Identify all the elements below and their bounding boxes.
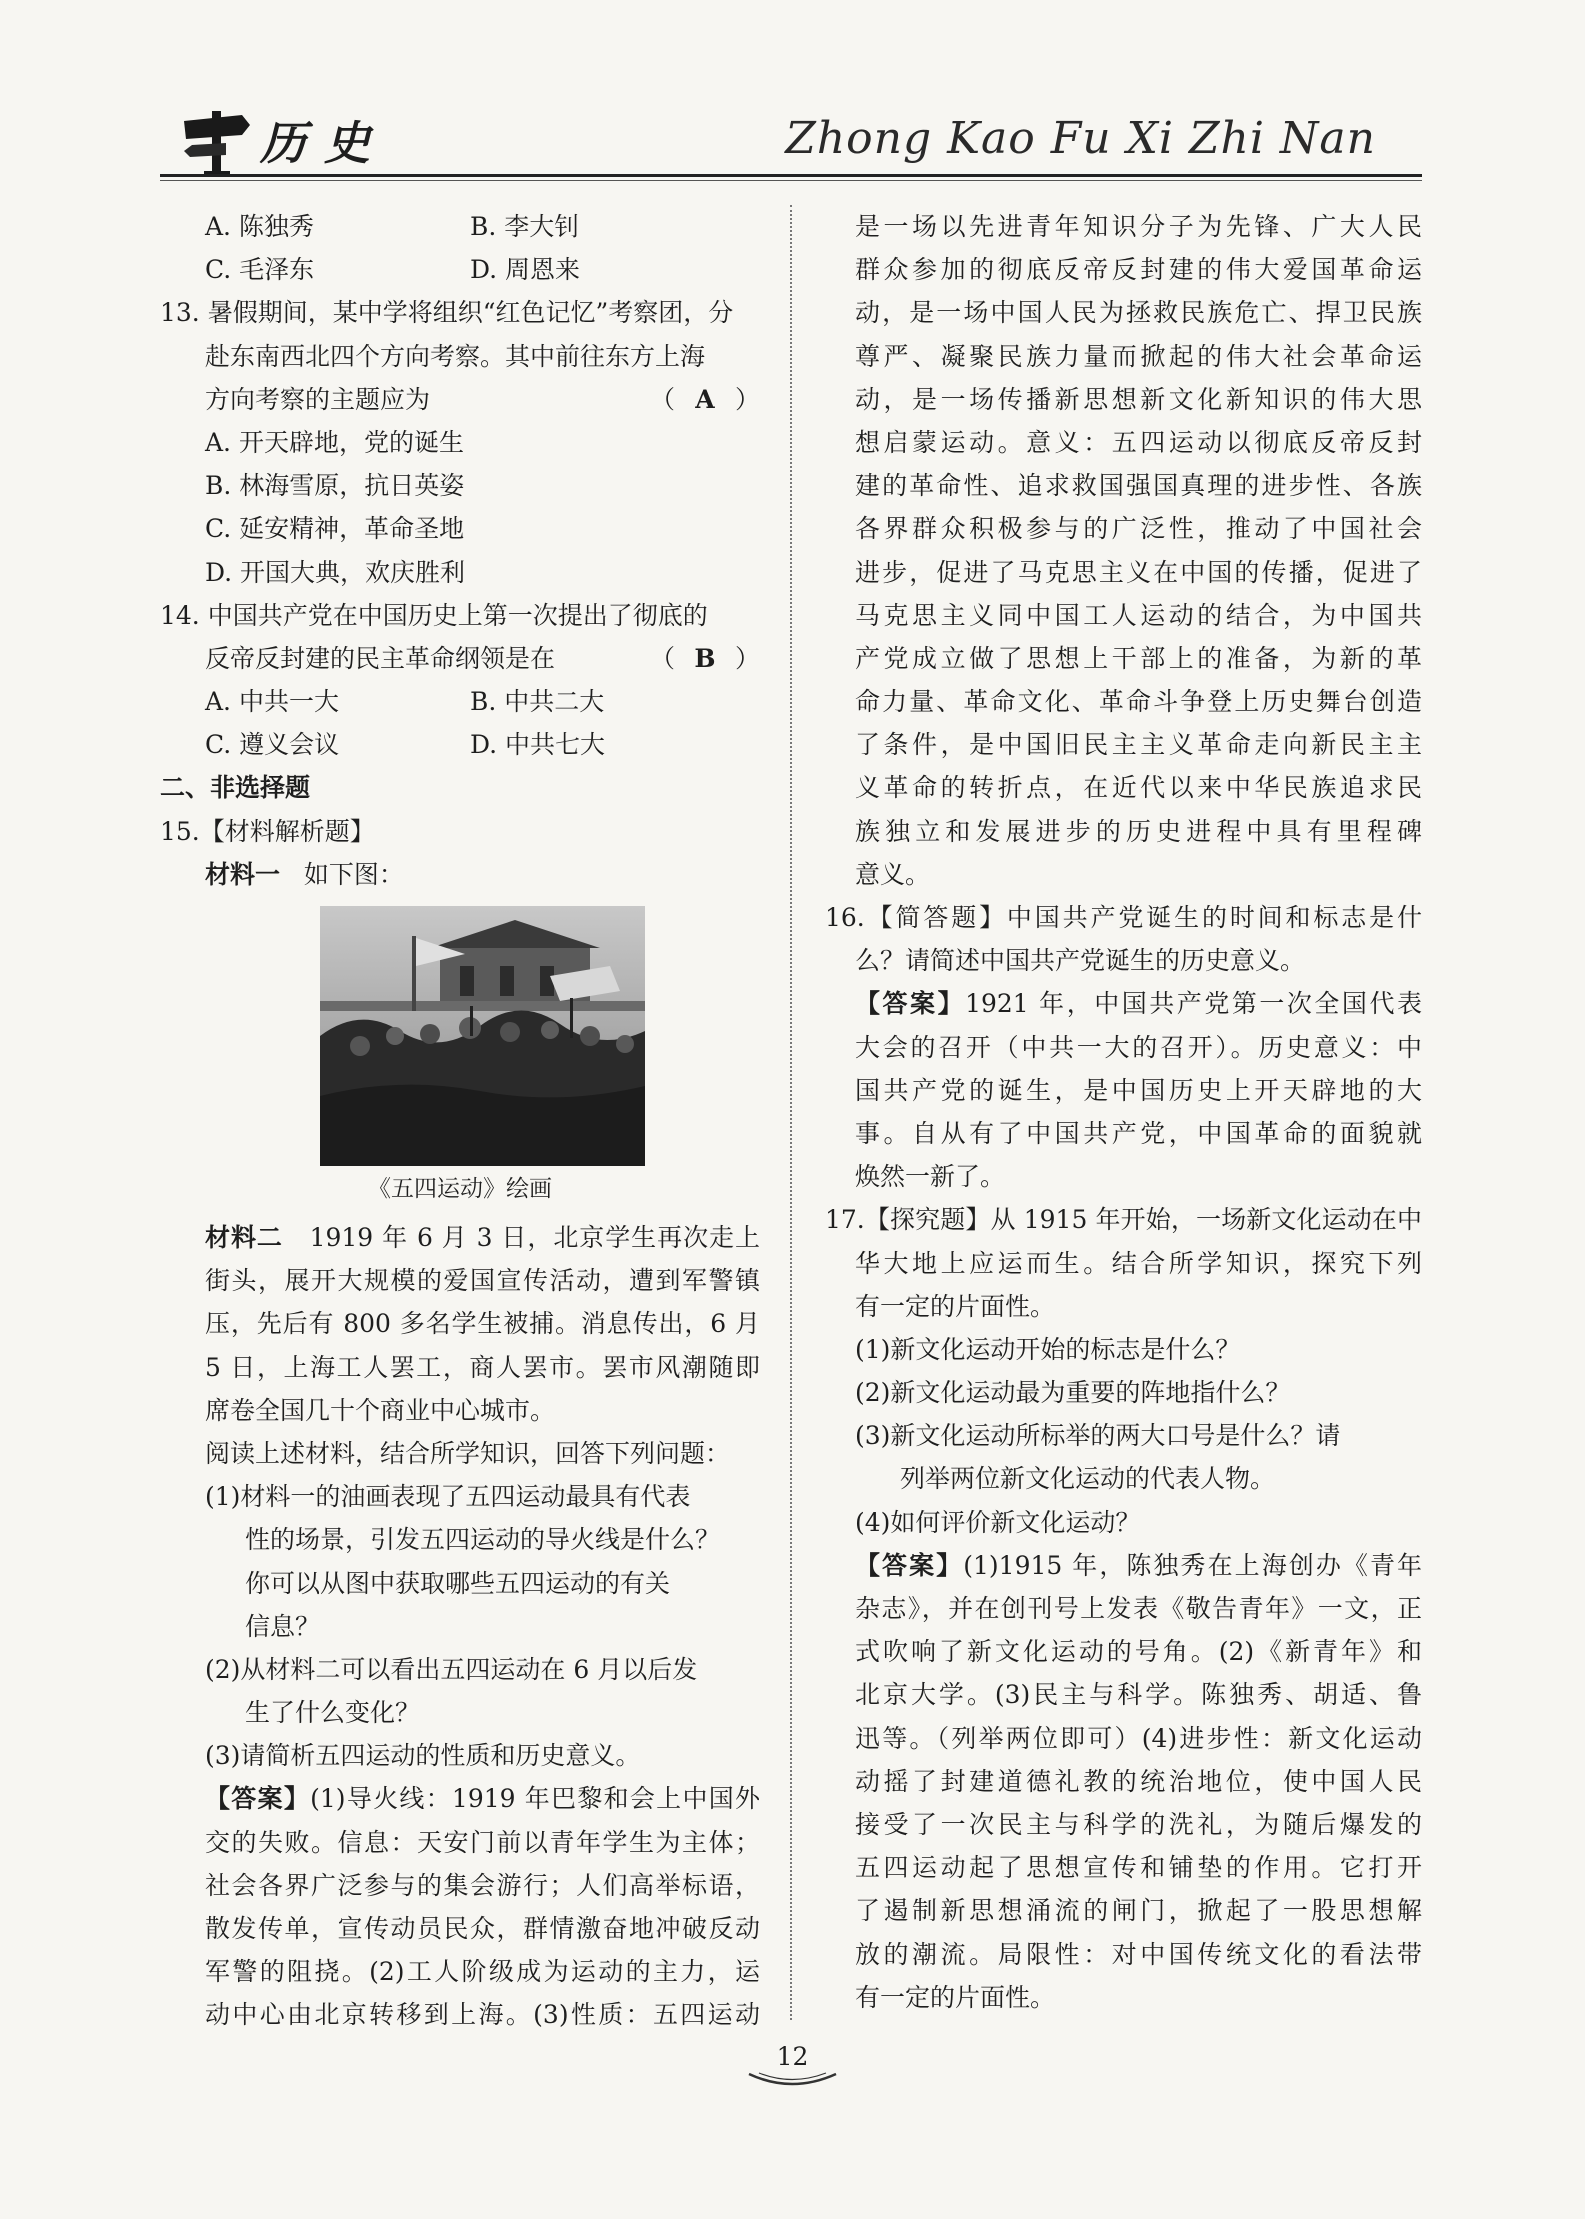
q17-answer-line: 五四运动起了思想宣传和铺垫的作用。它打开 — [855, 1853, 1422, 1883]
q14-options-row — [160, 680, 760, 723]
q15-answer-line: 军警的阻挠。(2)工人阶级成为运动的主力，运 — [205, 1957, 760, 1987]
q13-stem-line: 赴东南西北四个方向考察。其中前往东方上海 — [205, 341, 706, 371]
q17-answer-line: 接受了一次民主与科学的洗礼，为随后爆发的 — [855, 1809, 1422, 1839]
q15-answer-line: 【答案】(1)导火线：1919 年巴黎和会上中国外 — [205, 1784, 760, 1814]
q15-sub2: 生了什么变化？ — [245, 1698, 421, 1728]
q17-sub: (4)如何评价新文化运动？ — [855, 1507, 1141, 1537]
header-rule — [160, 174, 1422, 177]
q17-sub: (2)新文化运动最为重要的阵地指什么？ — [855, 1378, 1291, 1408]
q16-stem-line: 么？请简述中国共产党诞生的历史意义。 — [855, 946, 1306, 976]
q14-option-a: A. 中共一大 — [205, 687, 339, 717]
q15-sub2: (2)从材料二可以看出五四运动在 6 月以后发 — [205, 1654, 698, 1684]
q15-answer-cont: 产党成立做了思想上干部上的准备，为新的革 — [855, 643, 1422, 673]
q13-answer: （ A ） — [650, 378, 760, 421]
q15-answer-cont: 命力量、革命文化、革命斗争登上历史舞台创造 — [855, 687, 1422, 717]
q15-answer-cont: 尊严、凝聚民族力量而掀起的伟大社会革命运 — [855, 341, 1422, 371]
series-title: Zhong Kao Fu Xi Zhi Nan — [785, 113, 1376, 164]
subject-title: 历史 — [260, 116, 388, 170]
q17-answer-line: 迅等。（列举两位即可）(4)进步性：新文化运动 — [855, 1723, 1422, 1753]
q15-answer-cont: 想启蒙运动。意义：五四运动以彻底反帝反封 — [855, 427, 1422, 457]
q13-stem-text: 方向考察的主题应为 — [205, 384, 431, 414]
q17-sub: 列举两位新文化运动的代表人物。 — [900, 1464, 1276, 1494]
q15-sub1: 你可以从图中获取哪些五四运动的有关 — [245, 1568, 671, 1598]
q14-answer: （ B ） — [650, 637, 760, 680]
column-divider — [790, 205, 792, 2020]
q14-answer-letter: B — [694, 643, 716, 673]
q17-sub: (1)新文化运动开始的标志是什么？ — [855, 1334, 1241, 1364]
q15-answer-cont: 动，是一场传播新思想新文化新知识的伟大思 — [855, 384, 1422, 414]
header-rule-thin — [160, 180, 1422, 181]
figure-caption: 《五四运动》绘画 — [368, 1176, 552, 1202]
q12-options-row — [160, 205, 760, 248]
q12-option-a: A. 陈独秀 — [205, 212, 314, 241]
q15-sub1: (1)材料一的油画表现了五四运动最具有代表 — [205, 1482, 691, 1512]
q15-answer-line: 散发传单，宣传动员民众，群情激奋地冲破反动 — [205, 1914, 760, 1943]
q13-stem-line — [160, 378, 760, 421]
q15-answer-cont: 进步，促进了马克思主义在中国的传播，促进了 — [855, 557, 1422, 587]
page-number-block — [745, 2042, 840, 2092]
q14-options-row — [160, 723, 760, 766]
signpost-icon — [182, 105, 252, 177]
q15-answer-cont: 族独立和发展进步的历史进程中具有里程碑 — [855, 816, 1422, 846]
q15-sub1: 性的场景，引发五四运动的导火线是什么？ — [245, 1525, 721, 1555]
q16-answer-label: 【答案】 — [855, 989, 966, 1019]
material2-line: 材料二 1919 年 6 月 3 日，北京学生再次走上 — [205, 1223, 760, 1252]
q12-option-c: C. 毛泽东 — [205, 255, 315, 285]
q15-answer-cont: 马克思主义同中国工人运动的结合，为中国共 — [855, 600, 1422, 630]
q16-stem-line: 16.【简答题】中国共产党诞生的时间和标志是什 — [825, 903, 1422, 932]
q15-answer-cont: 建的革命性、追求救国强国真理的进步性、各族 — [855, 471, 1422, 501]
q15-answer-cont: 意义。 — [855, 859, 931, 889]
q15-title: 15.【材料解析题】 — [160, 816, 375, 846]
q15-answer-cont: 动，是一场中国人民为拯救民族危亡、捍卫民族 — [855, 298, 1422, 328]
page-number-ornament — [745, 2068, 840, 2090]
q17-sub: (3)新文化运动所标举的两大口号是什么？请 — [855, 1421, 1341, 1451]
q15-answer-line: 动中心由北京转移到上海。(3)性质：五四运动 — [205, 2000, 760, 2030]
q14-stem-line — [160, 637, 760, 680]
material2-line: 5 日，上海工人罢工，商人罢市。罢市风潮随即 — [205, 1352, 760, 1382]
q13-option: B. 林海雪原，抗日英姿 — [205, 471, 465, 501]
q13-stem-line: 13. 暑假期间，某中学将组织“红色记忆”考察团，分 — [160, 298, 734, 328]
q15-answer-cont: 了条件，是中国旧民主主义革命走向新民主主 — [855, 730, 1422, 760]
section-heading: 二、非选择题 — [160, 773, 311, 803]
q17-answer-line: 【答案】(1)1915 年，陈独秀在上海创办《青年 — [855, 1550, 1422, 1580]
q14-option-d: D. 中共七大 — [470, 730, 606, 760]
q16-answer-line: 焕然一新了。 — [855, 1162, 1006, 1192]
page-number: 12 — [776, 2042, 809, 2071]
q16-answer-line: 【答案】1921 年，中国共产党第一次全国代表 — [855, 989, 1422, 1019]
q17-answer-line: 放的潮流。局限性：对中国传统文化的看法带 — [855, 1939, 1422, 1969]
q13-option: D. 开国大典，欢庆胜利 — [205, 557, 466, 587]
q17-answer-line: 了遏制新思想涌流的闸门，掀起了一股思想解 — [855, 1896, 1422, 1926]
material2-label: 材料二 — [205, 1223, 283, 1252]
q16-answer-line: 大会的召开（中共一大的召开）。历史意义：中 — [855, 1032, 1422, 1062]
answer-label: 【答案】 — [205, 1784, 311, 1814]
material2-line: 压，先后有 800 多名学生被捕。消息传出，6 月 — [205, 1309, 760, 1339]
material1-text: 如下图： — [303, 859, 404, 889]
q14-option-b: B. 中共二大 — [470, 687, 605, 717]
q15-answer-line: 社会各界广泛参与的集会游行；人们高举标语， — [205, 1870, 760, 1900]
q12-option-b: B. 李大钊 — [470, 212, 580, 241]
q17-stem-line: 有一定的片面性。 — [855, 1291, 1056, 1321]
q12-options-row — [160, 248, 760, 291]
right-column — [825, 205, 1422, 2019]
material2-line: 席卷全国几十个商业中心城市。 — [205, 1395, 556, 1425]
left-column — [160, 205, 760, 2037]
q15-answer-line: 交的失败。信息：天安门前以青年学生为主体； — [205, 1827, 760, 1857]
q16-answer-line: 国共产党的诞生，是中国历史上开天辟地的大 — [855, 1075, 1422, 1105]
material2-line: 街头，展开大规模的爱国宣传活动，遭到军警镇 — [205, 1266, 760, 1296]
q15-answer-cont: 群众参加的彻底反帝反封建的伟大爱国革命运 — [855, 255, 1422, 285]
q15-sub3: (3)请简析五四运动的性质和历史意义。 — [205, 1741, 641, 1771]
q14-stem-text: 反帝反封建的民主革命纲领是在 — [205, 643, 556, 673]
q17-answer-line: 式吹响了新文化运动的号角。(2)《新青年》和 — [855, 1637, 1422, 1667]
figure-block — [160, 896, 760, 1216]
q14-option-c: C. 遵义会议 — [205, 730, 340, 760]
material1-line — [160, 853, 760, 896]
q17-answer-line: 杂志》，并在创刊号上发表《敬告青年》一文，正 — [855, 1594, 1422, 1623]
q15-sub1: 信息？ — [245, 1611, 321, 1641]
q13-option: C. 延安精神，革命圣地 — [205, 514, 465, 544]
page-header — [160, 95, 1422, 180]
q17-answer-line: 动摇了封建道德礼教的统治地位，使中国人民 — [855, 1766, 1422, 1796]
may-fourth-painting — [320, 906, 645, 1166]
q15-answer-cont: 义革命的转折点，在近代以来中华民族追求民 — [855, 773, 1422, 803]
q13-option: A. 开天辟地，党的诞生 — [205, 427, 464, 457]
q14-stem-line: 14. 中国共产党在中国历史上第一次提出了彻底的 — [160, 600, 708, 630]
q13-answer-letter: A — [695, 384, 715, 414]
q15-answer-cont: 是一场以先进青年知识分子为先锋、广大人民 — [855, 212, 1422, 241]
q15-prompt: 阅读上述材料，结合所学知识，回答下列问题： — [205, 1438, 731, 1468]
q17-answer-label: 【答案】 — [855, 1550, 964, 1580]
q17-answer-line: 北京大学。(3)民主与科学。陈独秀、胡适、鲁 — [855, 1680, 1422, 1710]
q15-answer-cont: 各界群众积极参与的广泛性，推动了中国社会 — [855, 514, 1422, 544]
q16-answer-line: 事。自从有了中国共产党，中国革命的面貌就 — [855, 1118, 1422, 1148]
q17-answer-line: 有一定的片面性。 — [855, 1982, 1056, 2012]
q17-stem-line: 华大地上应运而生。结合所学知识，探究下列 — [855, 1248, 1422, 1278]
q17-stem-line: 17.【探究题】从 1915 年开始，一场新文化运动在中 — [825, 1205, 1422, 1235]
q12-option-d: D. 周恩来 — [470, 255, 581, 285]
material1-label: 材料一 — [205, 859, 281, 889]
